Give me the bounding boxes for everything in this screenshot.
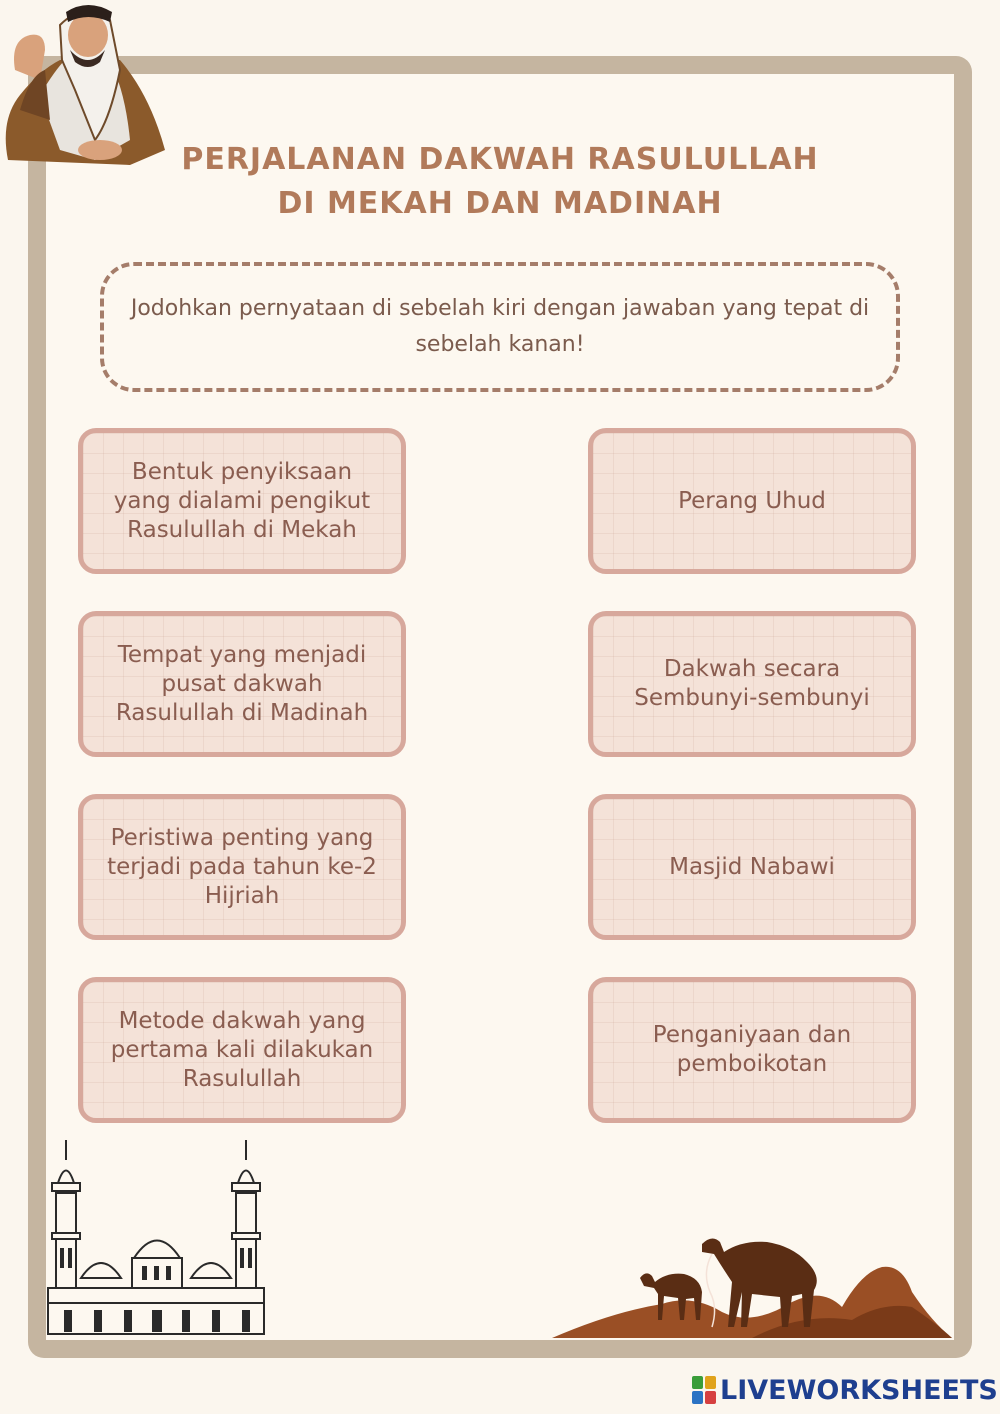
liveworksheets-logo-icon [692, 1376, 716, 1404]
right-card-text: Penganiyaan dan pemboikotan [652, 1022, 852, 1077]
right-card-text: Masjid Nabawi [669, 853, 835, 880]
right-card-4[interactable] [588, 977, 916, 1123]
right-card-text: Dakwah secara Sembunyi-sembunyi [634, 656, 870, 711]
right-card-1[interactable] [588, 428, 916, 574]
instruction-box [100, 262, 900, 392]
left-card-text: Peristiwa penting yang terjadi pada tahun ke-2 Hijriah [107, 824, 377, 909]
instruction-text: Jodohkan pernyataan di sebelah kiri dengan jawaban yang tepat di sebelah kanan! [130, 296, 870, 357]
right-card-text: Perang Uhud [678, 487, 826, 514]
left-card-text: Tempat yang menjadi pusat dakwah Rasulullah di Madinah [115, 641, 369, 726]
left-card-2[interactable] [78, 611, 406, 757]
right-card-3[interactable] [588, 794, 916, 940]
left-card-text: Bentuk penyiksaan yang dialami pengikut Rasulullah di Mekah [113, 458, 371, 543]
mosque-illustration [46, 1138, 268, 1338]
right-card-2[interactable] [588, 611, 916, 757]
camels-desert-illustration [552, 1232, 954, 1340]
left-card-text: Metode dakwah yang pertama kali dilakukan Rasulullah [110, 1007, 374, 1092]
left-card-3[interactable] [78, 794, 406, 940]
logo-text: LIVEWORKSHEETS [720, 1374, 998, 1406]
page-title-line-2: DI MEKAH DAN MADINAH [277, 186, 723, 221]
left-card-1[interactable] [78, 428, 406, 574]
page-title-line-1: PERJALANAN DAKWAH RASULULLAH [181, 142, 819, 177]
liveworksheets-logo[interactable] [692, 1374, 998, 1406]
left-card-4[interactable] [78, 977, 406, 1123]
